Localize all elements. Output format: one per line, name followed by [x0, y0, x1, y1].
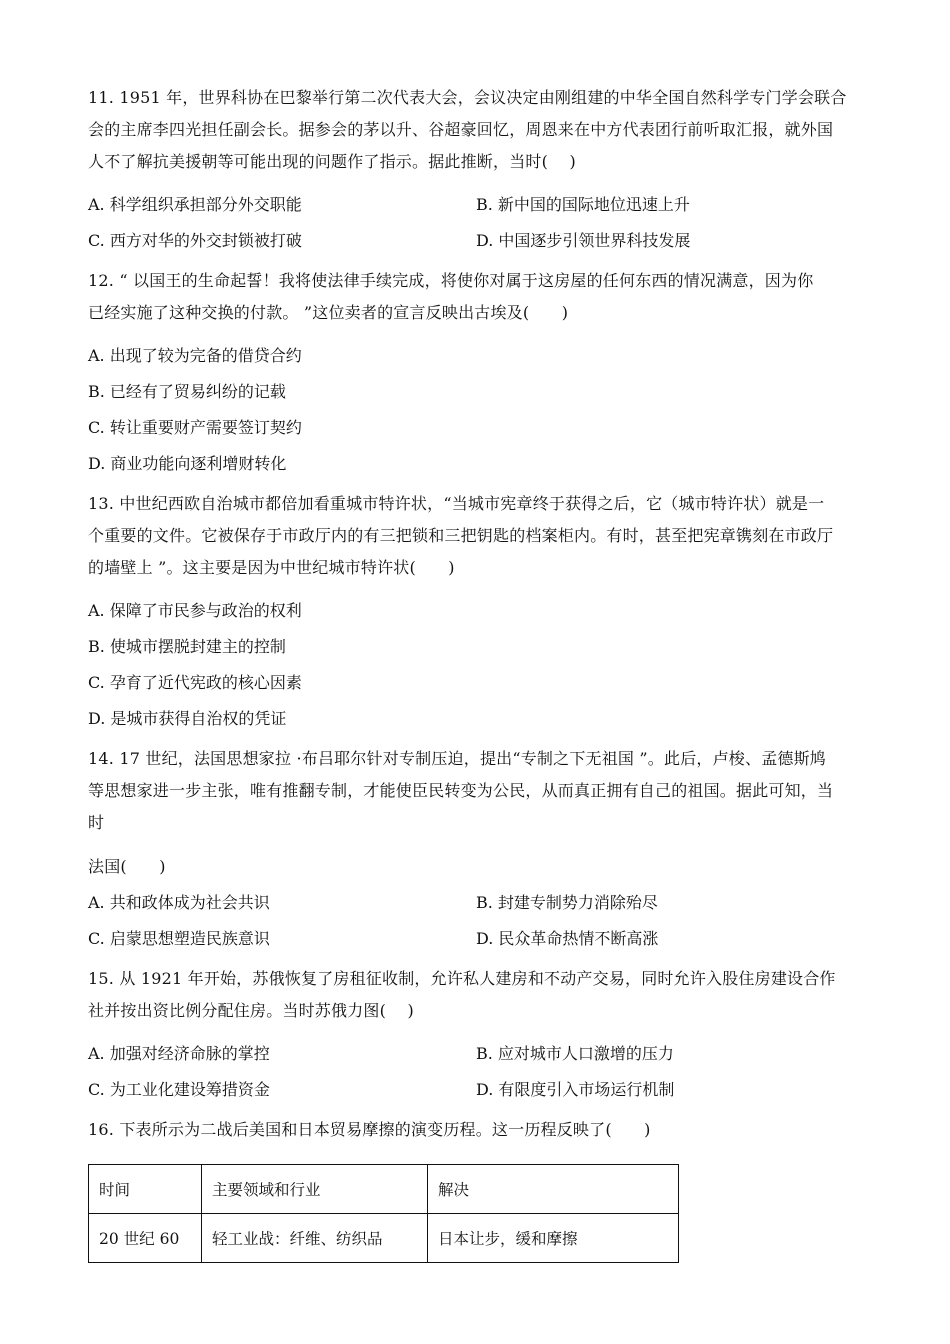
table-header-cell: 解决 — [428, 1165, 679, 1214]
question-stem-line: 11. 1951 年，世界科协在巴黎举行第二次代表大会，会议决定由刚组建的中华全国自然科学专门学会联合 — [88, 88, 847, 107]
question-stem-line: 等思想家进一步主张，唯有推翻专制，才能使臣民转变为公民，从而真正拥有自己的祖国。据此可知，当 — [88, 781, 834, 800]
table-header-row — [89, 1165, 679, 1214]
option-b[interactable]: B. 应对城市人口激增的压力 — [476, 1044, 674, 1063]
question-14 — [88, 743, 868, 957]
option-d[interactable]: D. 中国逐步引领世界科技发展 — [476, 231, 691, 250]
question-stem-line: 时 — [88, 813, 105, 832]
options — [88, 187, 868, 259]
option-b[interactable]: B. 已经有了贸易纠纷的记载 — [88, 382, 286, 401]
table-cell: 20 世纪 60 — [89, 1214, 202, 1263]
option-d[interactable]: D. 商业功能向逐利增财转化 — [88, 454, 287, 473]
table-header-cell: 时间 — [89, 1165, 202, 1214]
trade-friction-table — [88, 1164, 679, 1263]
question-15 — [88, 963, 868, 1108]
options — [88, 885, 868, 957]
option-a[interactable]: A. 科学组织承担部分外交职能 — [88, 195, 302, 214]
question-stem-line: 13. 中世纪西欧自治城市都倍加看重城市特许状，“当城市宪章终于获得之后，它（城市特许状）就是一 — [88, 494, 825, 513]
question-12 — [88, 265, 868, 482]
option-d[interactable]: D. 是城市获得自治权的凭证 — [88, 709, 287, 728]
option-a[interactable]: A. 共和政体成为社会共识 — [88, 893, 270, 912]
table-row — [89, 1214, 679, 1263]
option-d[interactable]: D. 民众革命热情不断高涨 — [476, 929, 659, 948]
option-c[interactable]: C. 为工业化建设筹措资金 — [88, 1080, 270, 1099]
option-a[interactable]: A. 加强对经济命脉的掌控 — [88, 1044, 270, 1063]
option-b[interactable]: B. 新中国的国际地位迅速上升 — [476, 195, 690, 214]
option-c[interactable]: C. 启蒙思想塑造民族意识 — [88, 929, 270, 948]
exam-page — [88, 82, 868, 1263]
option-b[interactable]: B. 封建专制势力消除殆尽 — [476, 893, 658, 912]
question-13 — [88, 488, 868, 737]
table-header-cell: 主要领域和行业 — [202, 1165, 428, 1214]
options — [88, 593, 868, 737]
option-c[interactable]: C. 西方对华的外交封锁被打破 — [88, 231, 302, 250]
option-d[interactable]: D. 有限度引入市场运行机制 — [476, 1080, 675, 1099]
question-stem-line: 会的主席李四光担任副会长。据参会的茅以升、谷超豪回忆，周恩来在中方代表团行前听取汇报，就外国 — [88, 120, 834, 139]
option-a[interactable]: A. 出现了较为完备的借贷合约 — [88, 346, 302, 365]
question-stem-line: 已经实施了这种交换的付款。 ”这位卖者的宣言反映出古埃及( ) — [88, 303, 569, 322]
question-stem-tail: 法国( ) — [88, 857, 166, 876]
option-c[interactable]: C. 孕育了近代宪政的核心因素 — [88, 673, 302, 692]
question-stem-line: 15. 从 1921 年开始，苏俄恢复了房租征收制，允许私人建房和不动产交易，同时允许入股住房建设合作 — [88, 969, 836, 988]
question-stem-line: 14. 17 世纪，法国思想家拉 ·布吕耶尔针对专制压迫，提出“专制之下无祖国 ”。此后，卢梭、孟德斯鸠 — [88, 749, 826, 768]
question-stem-line: 16. 下表所示为二战后美国和日本贸易摩擦的演变历程。这一历程反映了( ) — [88, 1120, 651, 1139]
question-11 — [88, 82, 868, 259]
question-stem-line: 人不了解抗美援朝等可能出现的问题作了指示。据此推断，当时( ) — [88, 152, 576, 171]
options — [88, 338, 868, 482]
table-cell: 日本让步，缓和摩擦 — [428, 1214, 679, 1263]
option-b[interactable]: B. 使城市摆脱封建主的控制 — [88, 637, 286, 656]
question-stem-line: 社并按出资比例分配住房。当时苏俄力图( ) — [88, 1001, 414, 1020]
question-stem-line: 的墙壁上 ”。这主要是因为中世纪城市特许状( ) — [88, 558, 455, 577]
options — [88, 1036, 868, 1108]
table-cell: 轻工业战：纤维、纺织品 — [202, 1214, 428, 1263]
question-stem-line: 个重要的文件。它被保存于市政厅内的有三把锁和三把钥匙的档案柜内。有时，甚至把宪章镌刻在市政厅 — [88, 526, 834, 545]
option-a[interactable]: A. 保障了市民参与政治的权利 — [88, 601, 302, 620]
question-stem-line: 12. “ 以国王的生命起誓！我将使法律手续完成，将使你对属于这房屋的任何东西的情况满意，因为你 — [88, 271, 814, 290]
question-16 — [88, 1114, 868, 1263]
option-c[interactable]: C. 转让重要财产需要签订契约 — [88, 418, 302, 437]
